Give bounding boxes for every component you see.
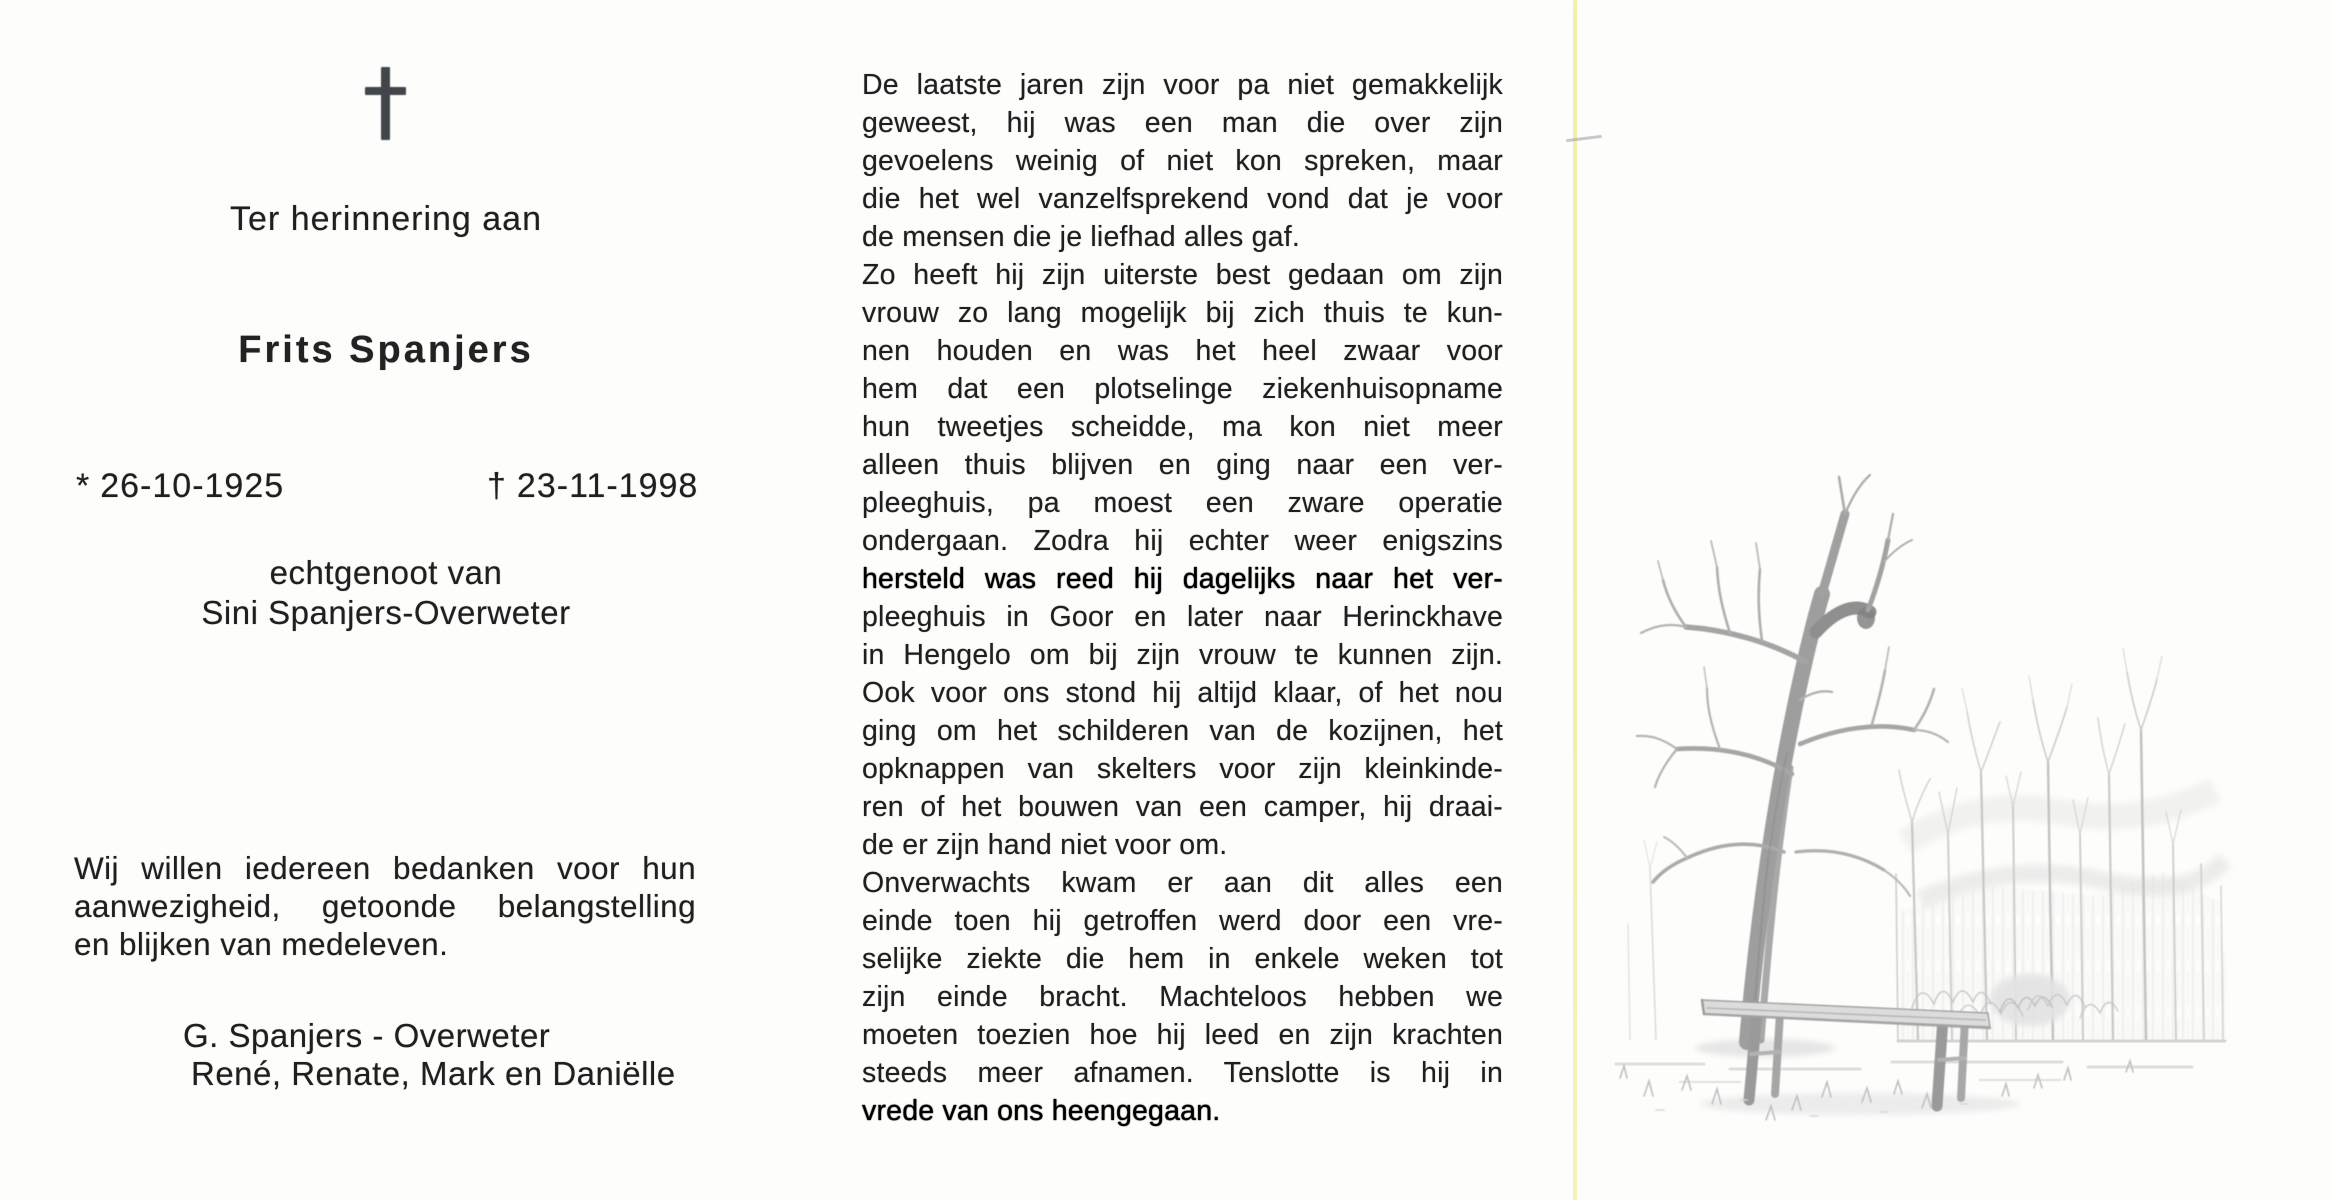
memorial-text-line: alleen thuis blijven en ging naar een ver- xyxy=(862,449,1503,481)
acknowledgement-line: Wij willen iedereen bedanken voor hun xyxy=(74,850,696,886)
cross-icon-horizontal-bar xyxy=(365,87,406,95)
memorial-text-line: Zo heeft hij zijn uiterste best gedaan om zijn xyxy=(862,259,1503,291)
memorial-text-line: moeten toezien hoe hij leed en zijn krachten xyxy=(862,1019,1503,1051)
acknowledgement-text xyxy=(74,849,696,963)
memorial-text-line: in Hengelo om bij zijn vrouw te kunnen zijn. xyxy=(862,639,1503,671)
spouse-intro: echtgenoot van xyxy=(269,554,503,591)
memorial-text-line: vrede van ons heengegaan. xyxy=(862,1095,1221,1127)
signature-block xyxy=(183,1017,676,1093)
spouse-block xyxy=(36,553,736,633)
spouse-name: Sini Spanjers-Overweter xyxy=(201,594,571,631)
memorial-text-line: einde toen hij getroffen werd door een vre- xyxy=(862,905,1503,937)
cross-icon-vertical-bar xyxy=(381,67,390,140)
memorial-text-line: De laatste jaren zijn voor pa niet gemakkelijk xyxy=(862,69,1503,101)
memorial-text-line: pleeghuis, pa moest een zware operatie xyxy=(862,487,1503,519)
death-date xyxy=(487,467,698,506)
memorial-text-line: die het wel vanzelfsprekend vond dat je voor xyxy=(862,183,1503,215)
tree-bench-illustration xyxy=(1560,0,2331,1200)
memorial-text-line: de er zijn hand niet voor om. xyxy=(862,829,1228,861)
birth-symbol: * xyxy=(76,467,91,505)
memorial-text-line: zijn einde bracht. Machteloos hebben we xyxy=(862,981,1503,1013)
memorial-text-line: hem dat een plotselinge ziekenhuisopname xyxy=(862,373,1503,405)
memorial-phrase: Ter herinnering aan xyxy=(230,200,542,238)
memorial-text-line: vrouw zo lang mogelijk bij zich thuis te kun- xyxy=(862,297,1503,329)
memorial-text xyxy=(862,66,1503,1130)
memorial-text-line: hersteld was reed hij dagelijks naar het ver- xyxy=(862,563,1503,595)
memorial-text-line: geweest, hij was een man die over zijn xyxy=(862,107,1503,139)
memorial-text-line: selijke ziekte die hem in enkele weken tot xyxy=(862,943,1503,975)
fold-line xyxy=(1573,0,1577,1200)
signature-family: G. Spanjers - Overweter xyxy=(183,1017,551,1054)
birth-date-value: 26-10-1925 xyxy=(100,467,285,505)
memorial-text-line: ging om het schilderen van de kozijnen, het xyxy=(862,715,1503,747)
memorial-text-line: ren of het bouwen van een camper, hij draai- xyxy=(862,791,1503,823)
signature-children: René, Renate, Mark en Daniëlle xyxy=(191,1055,676,1092)
deceased-name: Frits Spanjers xyxy=(238,329,534,371)
death-cross-symbol: † xyxy=(487,467,507,505)
memorial-text-line: hun tweetjes scheidde, ma kon niet meer xyxy=(862,411,1503,443)
acknowledgement-line: aanwezigheid, getoonde belangstelling xyxy=(74,888,696,924)
memorial-text-line: pleeghuis in Goor en later naar Herinckhave xyxy=(862,601,1503,633)
memorial-text-line: de mensen die je liefhad alles gaf. xyxy=(862,221,1300,253)
memorial-text-line: Onverwachts kwam er aan dit alles een xyxy=(862,867,1503,899)
acknowledgement-line: en blijken van medeleven. xyxy=(74,926,449,962)
memorial-text-line: steeds meer afnamen. Tenslotte is hij in xyxy=(862,1057,1503,1089)
memorial-text-line: ondergaan. Zodra hij echter weer enigszins xyxy=(862,525,1503,557)
memorial-text-line: gevoelens weinig of niet kon spreken, maar xyxy=(862,145,1503,177)
memorial-text-line: nen houden en was het heel zwaar voor xyxy=(862,335,1503,367)
birth-date xyxy=(76,467,284,506)
memorial-text-line: opknappen van skelters voor zijn kleinkinde- xyxy=(862,753,1503,785)
death-date-value: 23-11-1998 xyxy=(516,467,699,505)
memorial-text-line: Ook voor ons stond hij altijd klaar, of het nou xyxy=(862,677,1503,709)
life-dates xyxy=(0,467,780,507)
ground xyxy=(1616,1039,2225,1115)
